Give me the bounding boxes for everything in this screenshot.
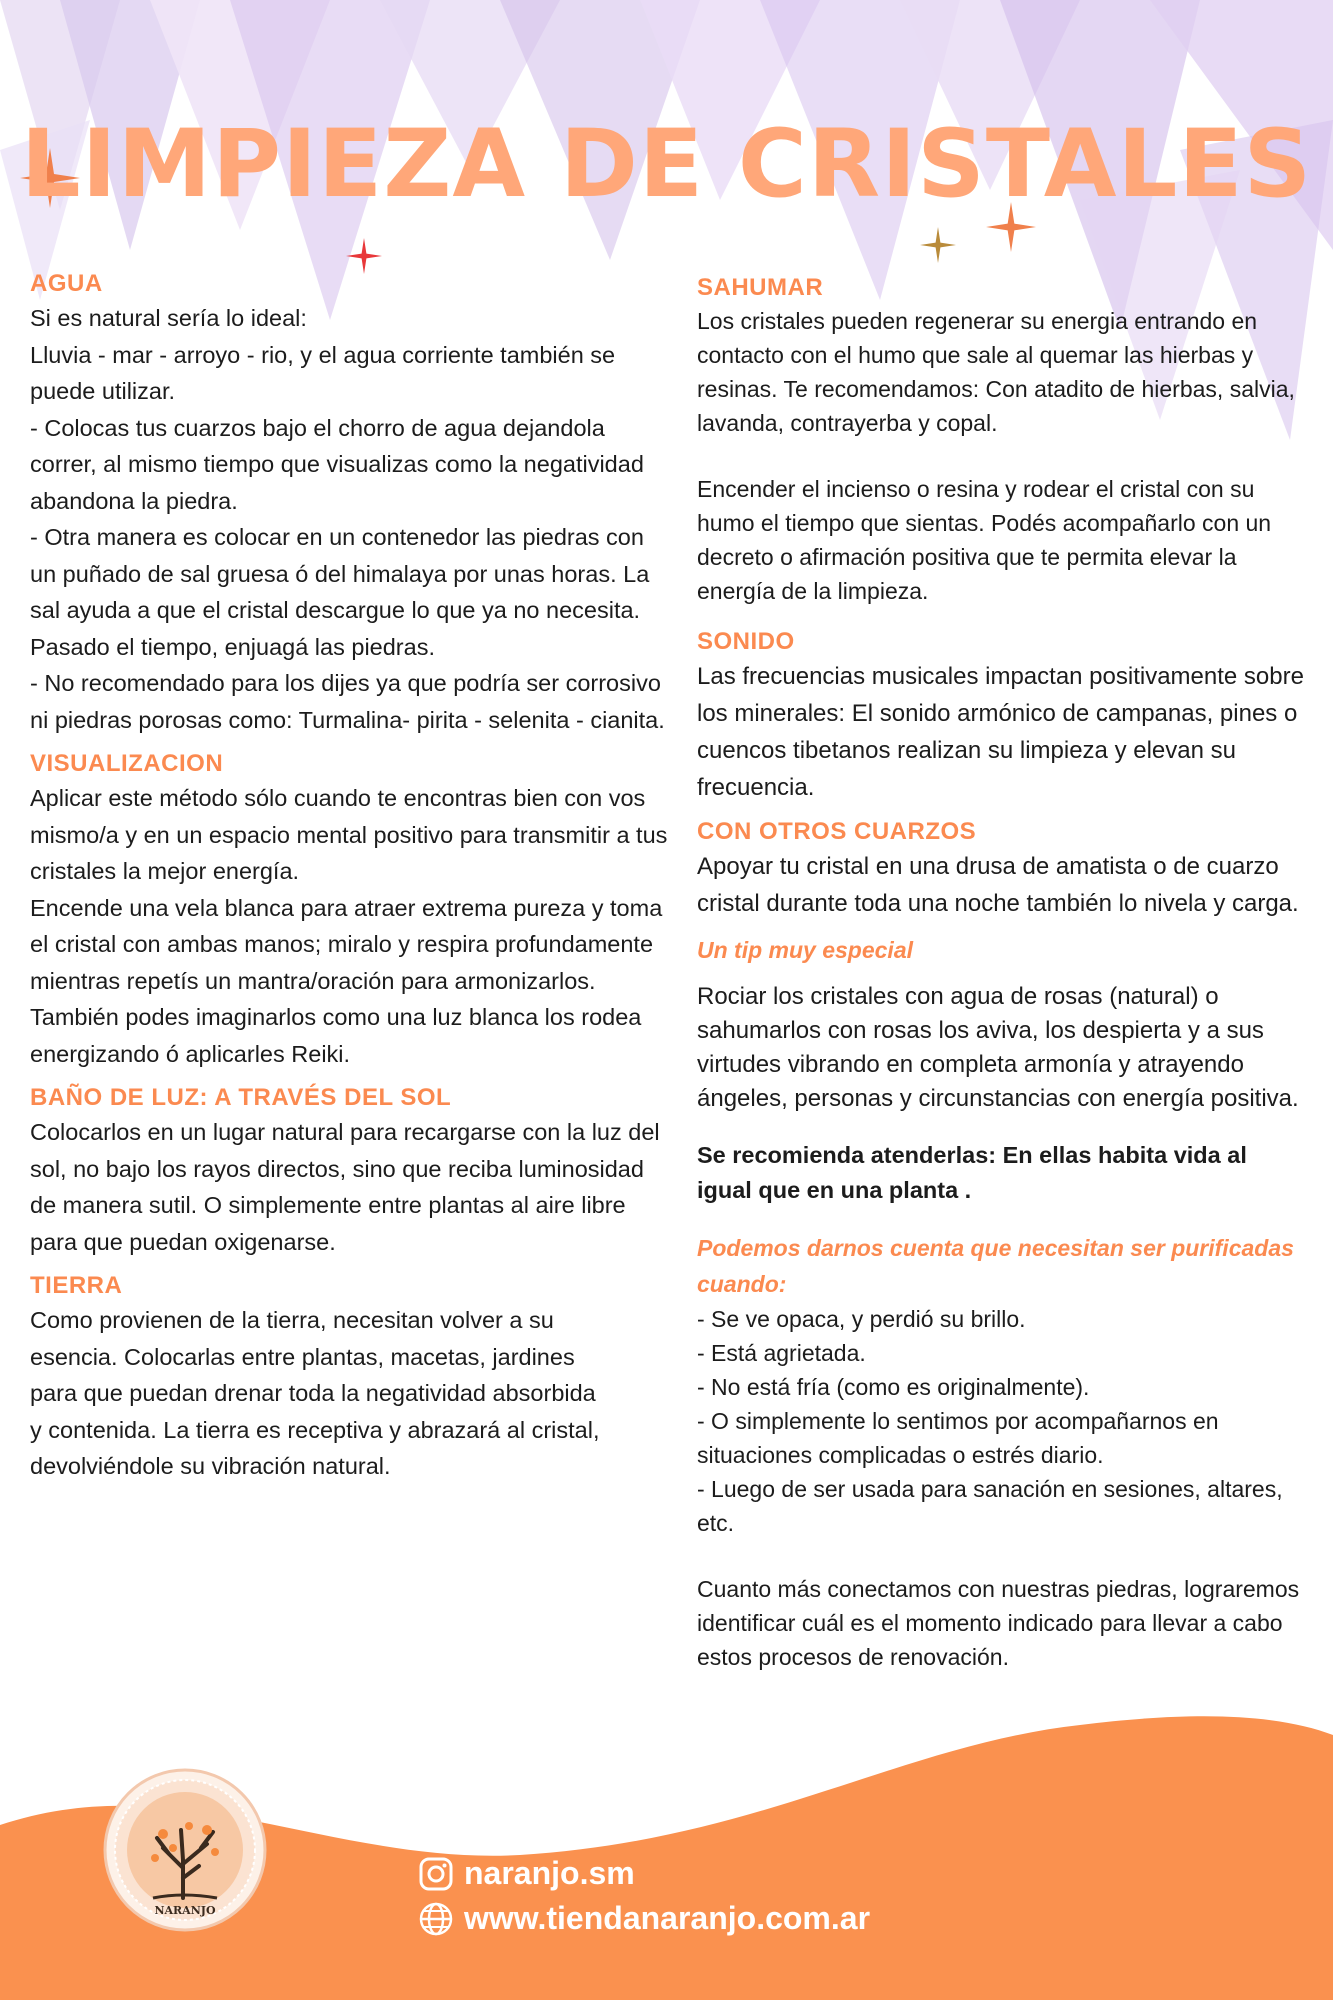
heading-tierra: TIERRA bbox=[30, 1272, 123, 1299]
purificadas-item: - No está fría (como es originalmente). bbox=[697, 1374, 1090, 1400]
tip-heading: Un tip muy especial bbox=[697, 937, 914, 963]
heading-visualizacion: VISUALIZACION bbox=[30, 750, 224, 777]
naranjo-logo bbox=[103, 1768, 267, 1932]
website-url: www.tiendanaranjo.com.ar bbox=[464, 1900, 871, 1936]
purificadas-heading: Podemos darnos cuenta que necesitan ser purificadas cuando: bbox=[697, 1235, 1294, 1297]
otros-cuarzos-text: Apoyar tu cristal en una drusa de amatista o de cuarzo cristal durante toda una noche también lo nivela y carga. bbox=[697, 853, 1299, 917]
section-tierra bbox=[30, 1270, 670, 1485]
visualizacion-line: Encende una vela blanca para atraer extrema pureza y toma el cristal con ambas manos; miralo y respira profundamente mientras repetís un mantra/oración para armonizarlos. También podes imaginarlos como una luz blanca los rodea energizando ó aplicarles Reiki. bbox=[30, 894, 663, 1067]
website-link[interactable] bbox=[418, 1900, 870, 1937]
instagram-handle: naranjo.sm bbox=[464, 1855, 635, 1891]
instagram-icon bbox=[418, 1856, 454, 1892]
purificadas-item: - Luego de ser usada para sanación en sesiones, altares, etc. bbox=[697, 1476, 1283, 1536]
right-column bbox=[697, 272, 1307, 1684]
tierra-text: Como provienen de la tierra, necesitan volver a su esencia. Colocarlas entre plantas, macetas, jardines para que puedan drenar toda la negatividad absorbida y contenida. La tierra es receptiva y abrazará al cristal, devolviéndole su vibración natural. bbox=[30, 1307, 600, 1479]
section-purificadas bbox=[697, 1230, 1307, 1674]
bano-de-luz-text: Colocarlos en un lugar natural para recargarse con la luz del sol, no bajo los rayos directos, sino que reciba luminosidad de manera sutil. O simplemente entre plantas al aire libre para que puedan oxigenarse. bbox=[30, 1119, 660, 1255]
purificadas-item: - O simplemente lo sentimos por acompañarnos en situaciones complicadas o estrés diario. bbox=[697, 1408, 1219, 1468]
section-otros-cuarzos bbox=[697, 816, 1307, 922]
left-column bbox=[30, 268, 670, 1495]
sonido-text: Las frecuencias musicales impactan positivamente sobre los minerales: El sonido armónico de campanas, pines o cuencos tibetanos realizan su limpieza y elevan su frecuencia. bbox=[697, 663, 1304, 801]
logo-text: NARANJO bbox=[154, 1904, 216, 1917]
visualizacion-line: Aplicar este método sólo cuando te encontras bien con vos mismo/a y en un espacio mental positivo para transmitir a tus cristales la mejor energía. bbox=[30, 785, 668, 884]
purificadas-item: - Se ve opaca, y perdió su brillo. bbox=[697, 1306, 1026, 1332]
heading-otros-cuarzos: CON OTROS CUARZOS bbox=[697, 818, 977, 845]
heading-bano-de-luz: BAÑO DE LUZ: A TRAVÉS DEL SOL bbox=[30, 1084, 452, 1111]
section-agua bbox=[30, 268, 670, 738]
section-sahumar bbox=[697, 272, 1307, 608]
purificadas-item: - Está agrietada. bbox=[697, 1340, 866, 1366]
sahumar-text: Encender el incienso o resina y rodear el cristal con su humo el tiempo que sientas. Podés acompañarlo con un decreto o afirmación positiva que te permita elevar la energía de la limpieza. bbox=[697, 476, 1272, 604]
agua-line: - Otra manera es colocar en un contenedor las piedras con un puñado de sal gruesa ó del himalaya por unas horas. La sal ayuda a que el cristal descargue lo que ya no necesita. Pasado el tiempo, enjuagá las piedras. bbox=[30, 524, 650, 660]
section-sonido bbox=[697, 626, 1307, 806]
section-tip bbox=[697, 932, 1307, 1116]
agua-line: - Colocas tus cuarzos bajo el chorro de agua dejandola correr, al mismo tiempo que visualizas como la negatividad abandona la piedra. bbox=[30, 414, 644, 514]
recomienda-text: Se recomienda atenderlas: En ellas habita vida al igual que en una planta . bbox=[697, 1142, 1247, 1203]
section-recomienda bbox=[697, 1138, 1307, 1208]
page-title: LIMPIEZA DE CRISTALES bbox=[20, 110, 1313, 219]
tip-text: Rociar los cristales con agua de rosas (natural) o sahumarlos con rosas los aviva, los despierta y a sus virtudes vibrando en completa armonía y atrayendo ángeles, personas y circunstancias con energía positiva. bbox=[697, 983, 1299, 1112]
heading-sonido: SONIDO bbox=[697, 628, 795, 655]
cierre-text: Cuanto más conectamos con nuestras piedras, lograremos identificar cuál es el momento indicado para llevar a cabo estos procesos de renovación. bbox=[697, 1576, 1300, 1670]
agua-line: Lluvia - mar - arroyo - rio, y el agua corriente también se puede utilizar. bbox=[30, 341, 616, 404]
instagram-link[interactable] bbox=[418, 1855, 635, 1892]
globe-icon bbox=[418, 1901, 454, 1937]
section-visualizacion bbox=[30, 748, 670, 1072]
sahumar-text: Los cristales pueden regenerar su energia entrando en contacto con el humo que sale al quemar las hierbas y resinas. Te recomendamos: Con atadito de hierbas, salvia, lavanda, contrayerba y copal. bbox=[697, 308, 1295, 436]
section-bano-de-luz bbox=[30, 1082, 670, 1260]
heading-sahumar: SAHUMAR bbox=[697, 274, 824, 301]
heading-agua: AGUA bbox=[30, 270, 103, 297]
sparkle-icon bbox=[920, 227, 956, 263]
agua-line: Si es natural sería lo ideal: bbox=[30, 305, 307, 331]
agua-line: - No recomendado para los dijes ya que podría ser corrosivo ni piedras porosas como: Turmalina- pirita - selenita - cianita. bbox=[30, 670, 665, 733]
